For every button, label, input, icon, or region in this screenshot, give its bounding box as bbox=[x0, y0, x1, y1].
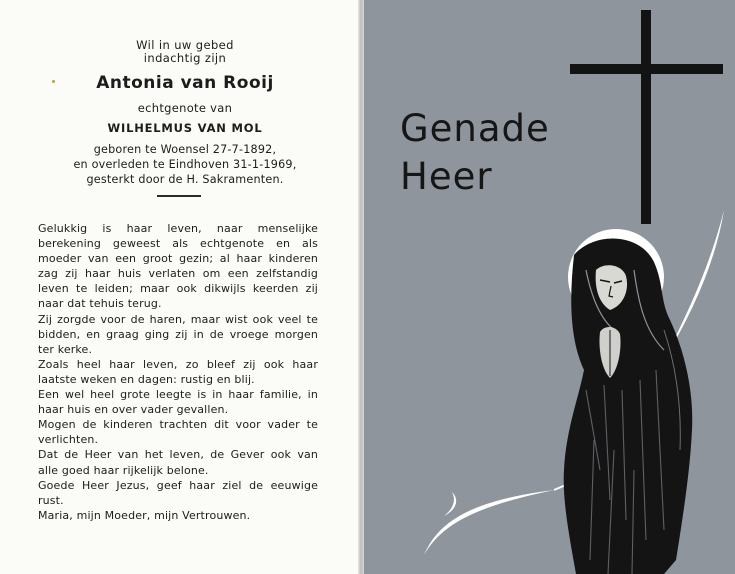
text-panel bbox=[0, 0, 362, 574]
title-line-1: Genade bbox=[400, 107, 550, 150]
light-stroke bbox=[424, 490, 554, 555]
paragraph: Zoals heel haar leven, zo bleef zij ook haar laatste weken en dagen: rustig en blij. bbox=[38, 357, 318, 386]
paragraph: Gelukkig is haar leven, naar menselijke berekening geweest als echtgenote en als moeder van een groot gezin; al haar kinderen zag zij haar huis verlaten om een zelfstandig leven te leiden; maar ook dikwijls keerden zij naar dat tehuis terug. bbox=[38, 222, 318, 311]
paragraph: Maria, mijn Moeder, mijn Vertrouwen. bbox=[38, 508, 251, 522]
life-dates bbox=[40, 142, 330, 187]
deceased-name: Antonia van Rooij bbox=[96, 73, 274, 93]
paragraph: Mogen de kinderen trachten dit voor vader te verlichten. bbox=[38, 418, 318, 447]
paragraph: Een wel heel grote leegte is in haar familie, in haar huis en over vader gevallen. bbox=[38, 388, 318, 417]
spouse-name: WILHELMUS VAN MOL bbox=[107, 121, 263, 135]
light-stroke bbox=[444, 492, 456, 516]
cross-horizontal bbox=[570, 64, 723, 74]
madonna-illustration bbox=[364, 0, 735, 574]
cover-panel bbox=[364, 0, 735, 574]
intro-text bbox=[40, 39, 330, 65]
title-line-2: Heer bbox=[400, 155, 493, 198]
spouse-label: echtgenote van bbox=[137, 101, 233, 115]
cover-title bbox=[400, 105, 550, 201]
birth-line: geboren te Woensel 27-7-1892, bbox=[93, 143, 277, 156]
intro-line-2: indachtig zijn bbox=[143, 51, 227, 65]
paragraph: Goede Heer Jezus, geef haar ziel de eeuwige rust. bbox=[38, 478, 318, 507]
death-line: en overleden te Eindhoven 31-1-1969, bbox=[73, 158, 297, 171]
paragraph: Zij zorgde voor de haren, maar wist ook veel te bidden, en graag ging zij in de vroege morgen ter kerke. bbox=[38, 312, 318, 356]
sacraments-line: gesterkt door de H. Sakramenten. bbox=[86, 173, 284, 186]
cloak bbox=[564, 239, 693, 574]
memorial-text bbox=[38, 221, 318, 523]
intro-line-1: Wil in uw gebed bbox=[136, 38, 234, 52]
divider bbox=[157, 195, 201, 197]
paragraph: Dat de Heer van het leven, de Gever ook van alle goed haar rijkelijk belone. bbox=[38, 448, 318, 477]
cross-vertical bbox=[641, 10, 651, 224]
